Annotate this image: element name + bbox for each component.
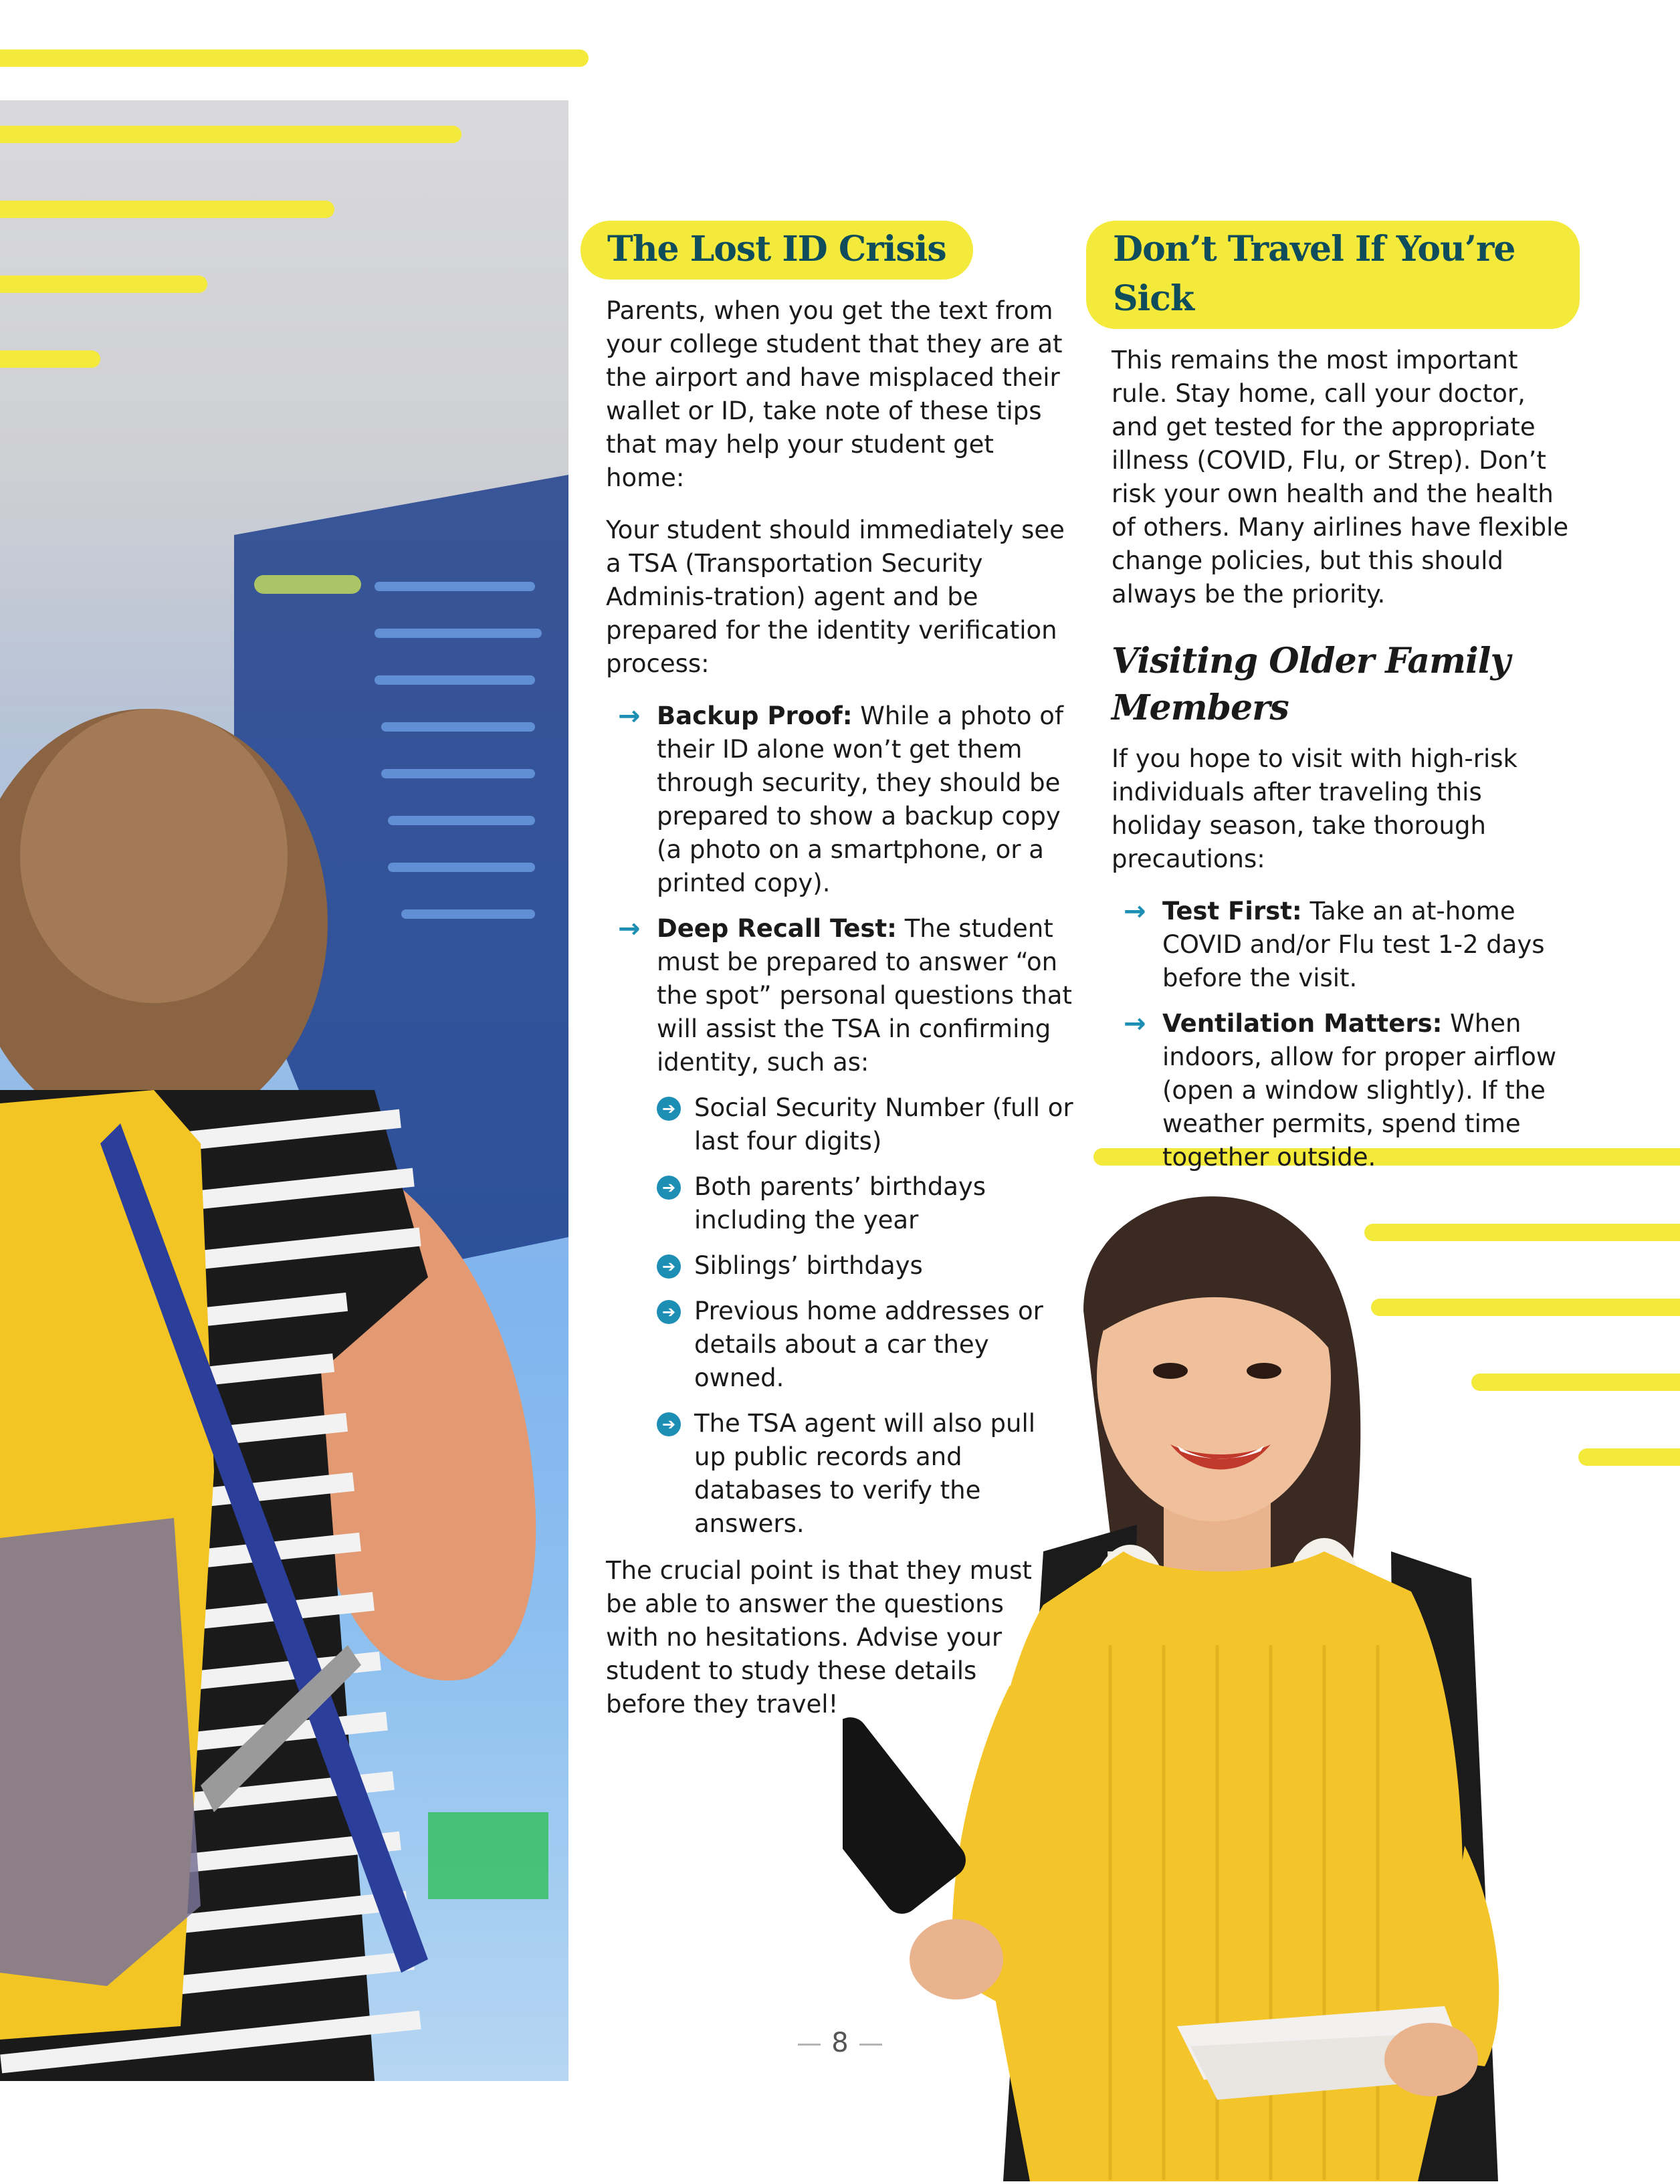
sick-column (1112, 221, 1580, 1188)
circle-arrow-icon: ➔ (657, 1176, 681, 1200)
circle-arrow-icon: ➔ (657, 1300, 681, 1324)
subitem-text: Both parents’ birthdays including the year (694, 1172, 986, 1234)
left-photo-traveller (0, 100, 568, 2081)
circle-arrow-icon: ➔ (657, 1097, 681, 1121)
list-item (657, 1170, 1074, 1237)
lost-id-intro: Parents, when you get the text from your college student that they are at the airport and have misplaced their wallet or ID, take note of these tips that may help your student get home: (606, 296, 1063, 492)
list-item (657, 1249, 1074, 1283)
divider (798, 2044, 821, 2046)
lost-id-list (606, 699, 1074, 1541)
divider (859, 2044, 882, 2046)
list-item (606, 912, 1074, 1541)
lost-id-closing: The crucial point is that they must be able to answer the questions with no hesitations. Advise your student to study these details before they travel! (606, 1556, 1032, 1719)
page-number (773, 2028, 907, 2058)
older-list (1112, 895, 1580, 1174)
stripe-right-2 (1364, 1224, 1680, 1241)
stripe-left-3 (0, 276, 207, 293)
stripe-left-4 (0, 350, 100, 368)
circle-arrow-icon: ➔ (657, 1412, 681, 1436)
arrow-right-icon: → (618, 913, 641, 944)
sick-heading: Don’t Travel If You’re Sick (1086, 221, 1580, 329)
item-text: When indoors, allow for proper airflow (open a window slightly). If the weather permits, spend time together outside. (1162, 1009, 1557, 1172)
list-item (657, 1091, 1074, 1158)
item-label: Ventilation Matters: (1162, 1009, 1443, 1038)
older-intro: If you hope to visit with high-risk individuals after traveling this holiday season, take thorough precautions: (1112, 744, 1517, 873)
item-text: While a photo of their ID alone won’t get them through security, they should be prepared to show a backup copy (a photo on a smartphone, or a printed copy). (657, 701, 1063, 897)
stripe-top (0, 49, 589, 67)
item-label: Backup Proof: (657, 701, 853, 730)
lost-id-para2: Your student should immediately see a TSA (Transportation Security Adminis-tration) agent and be prepared for the identity verification process: (606, 516, 1065, 678)
list-item (657, 1407, 1074, 1541)
list-item (1112, 895, 1580, 995)
lost-id-heading: The Lost ID Crisis (581, 221, 973, 280)
stripe-right-3 (1371, 1299, 1680, 1316)
page-number-text: 8 (831, 2028, 849, 2058)
stripe-left-2 (0, 201, 334, 218)
item-label: Deep Recall Test: (657, 914, 897, 943)
stripe-left-1 (0, 126, 461, 143)
list-item (1112, 1007, 1580, 1174)
lost-id-column (606, 221, 1074, 1740)
arrow-right-icon: → (618, 701, 641, 732)
circle-arrow-icon: ➔ (657, 1254, 681, 1279)
subitem-text: The TSA agent will also pull up public records and databases to verify the answers. (694, 1409, 1036, 1538)
subitem-text: Social Security Number (full or last four digits) (694, 1093, 1073, 1156)
item-label: Test First: (1162, 897, 1302, 925)
list-item (606, 699, 1074, 900)
stripe-right-4 (1471, 1374, 1680, 1391)
item-text: Take an at-home COVID and/or Flu test 1-2 days before the visit. (1162, 897, 1545, 992)
older-heading: Visiting Older Family Members (1112, 641, 1510, 728)
subitem-text: Previous home addresses or details about a car they owned. (694, 1297, 1043, 1392)
sick-text: This remains the most important rule. Stay home, call your doctor, and get tested for the appropriate illness (COVID, Flu, or Strep). Don’t risk your own health and the health of others. Many airlines have flexible change policies, but this should always be the priority. (1112, 346, 1569, 609)
recall-questions-list (657, 1091, 1074, 1541)
list-item (657, 1295, 1074, 1395)
subitem-text: Siblings’ birthdays (694, 1251, 923, 1280)
item-text: The student must be prepared to answer “on the spot” personal questions that will assist the TSA in confirming identity, such as: (657, 914, 1072, 1077)
arrow-right-icon: → (1124, 1008, 1146, 1039)
stripe-right-5 (1578, 1448, 1680, 1466)
arrow-right-icon: → (1124, 896, 1146, 927)
